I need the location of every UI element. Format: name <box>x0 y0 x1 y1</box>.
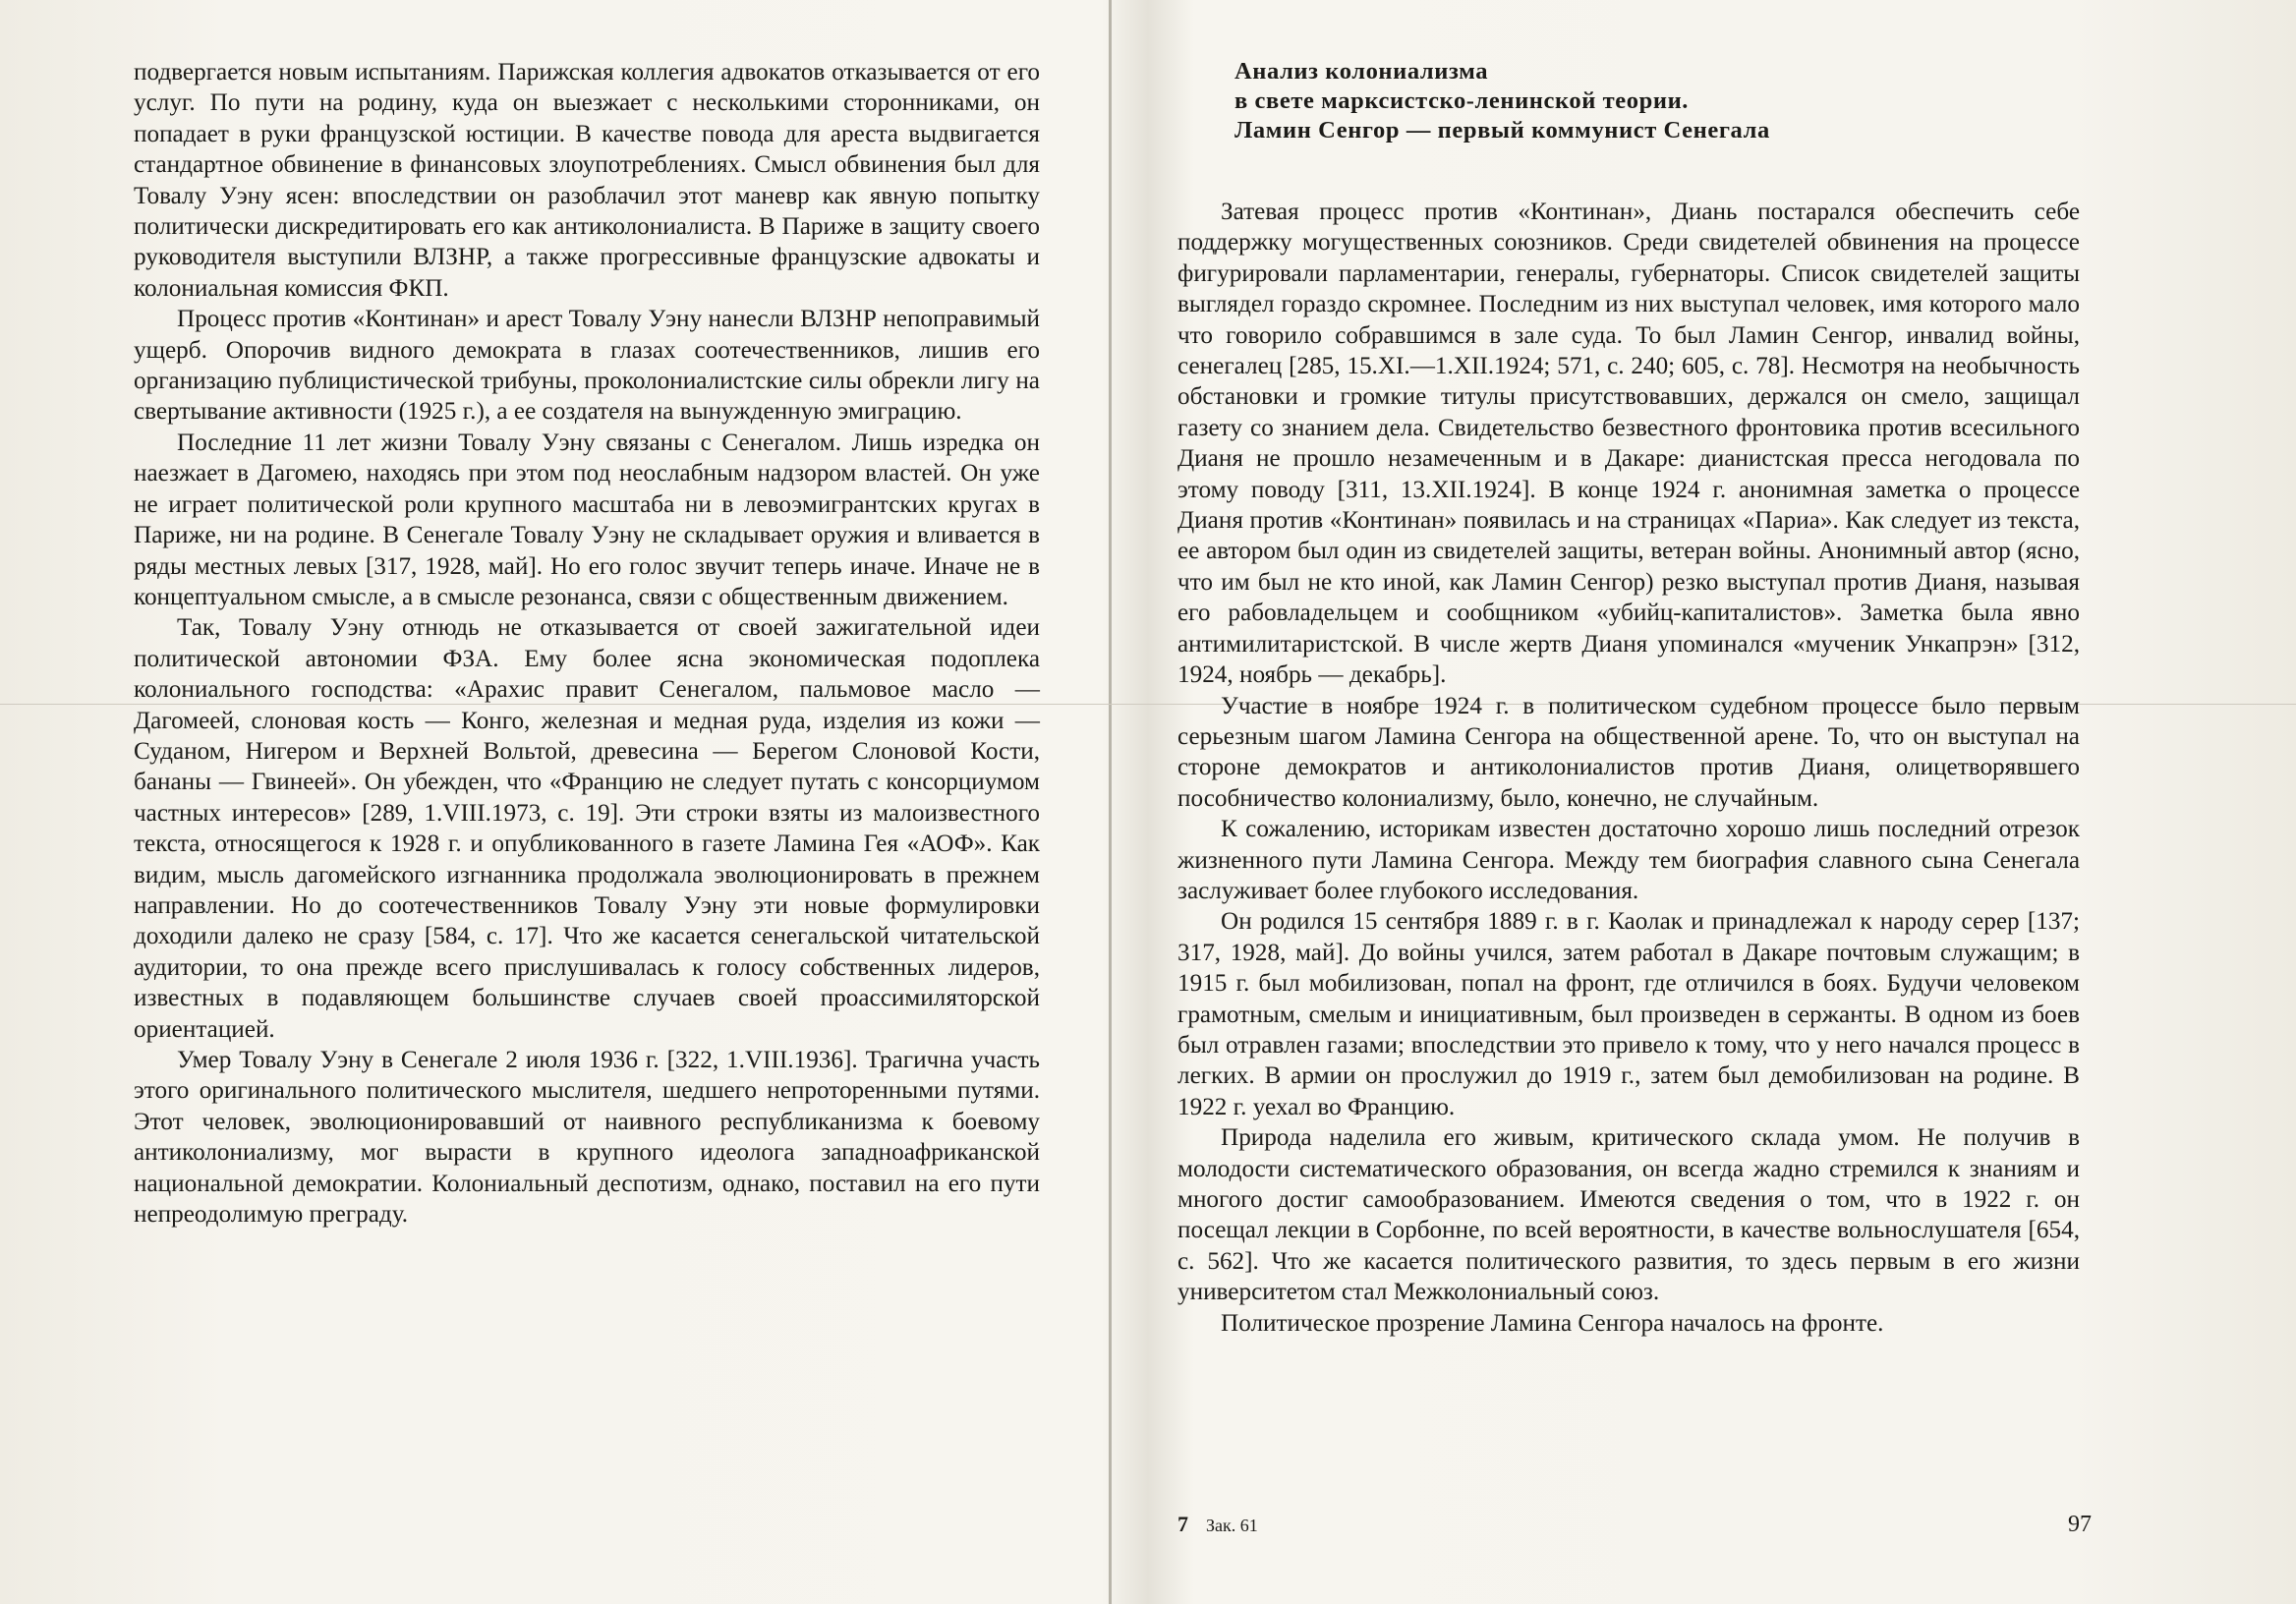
left-paragraph-4: Так, Товалу Уэну отнюдь не отказывается от своей зажигательной идеи политической автономии ФЗА. Ему более ясна экономическая подоплека колониального господства: «Арахис правит Сенегалом, пальмовое масло — Дагомеей, слоновая кость — Конго, железная и медная руда, изделия из кожи — Суданом, Нигером и Верхней Вольтой, древесина — Берегом Слоновой Кости, бананы — Гвинеей». Он убежден, что «Францию не следует путать с консорциумом частных интересов» [289, 1.VIII.1973, с. 19]. Эти строки взяты из малоизвестного текста, относящегося к 1928 г. и опубликованного в газете Ламина Гея «АОФ». Как видим, мысль дагомейского изгнанника продолжала эволюционировать в прежнем направлении. Но до соотечественников Товалу Уэну эти новые формулировки доходили далеко не сразу [584, с. 17]. Что же касается сенегальской читательской аудитории, то она прежде всего прислушивалась к голосу собственных лидеров, известных в подавляющем большинстве случаев своей проассимиляторской ориентацией. <box>134 614 1040 1043</box>
right-paragraph-2: Участие в ноябре 1924 г. в политическом судебном процессе было первым серьезным шагом Ламина Сенгора на общественной арене. То, что он выступал на стороне демократов и антиколониалистов против Дианя, олицетворявшего пособничество колониализму, было, конечно, не случайным. <box>1177 692 2080 812</box>
left-paragraph-3: Последние 11 лет жизни Товалу Уэну связаны с Сенегалом. Лишь изредка он наезжает в Дагомею, находясь при этом под неослабным надзором властей. Он уже не играет политической роли крупного масштаба ни в левоэмигрантских кругах в Париже, ни на родине. В Сенегале Товалу Уэну не складывает оружия и вливается в ряды местных левых [317, 1928, май]. Но его голос звучит теперь иначе. Иначе не в концептуальном смысле, а в смысле резонанса, связи с общественным движением. <box>134 429 1040 610</box>
right-paragraph-5: Природа наделила его живым, критического склада умом. Не получив в молодости систематического образования, он всегда жадно стремился к знаниям и многого достиг самообразованием. Имеются сведения о том, что в 1922 г. он посещал лекции в Сорбонне, по всей вероятности, в качестве вольнослушателя [654, с. 562]. Что же касается политического развития, то здесь первым в его жизни университетом стал Межколониальный союз. <box>1177 1124 2080 1306</box>
left-paragraph-2: Процесс против «Континан» и арест Товалу Уэну нанесли ВЛЗНР непоправимый ущерб. Опорочив видного демократа в глазах соотечественников, лишив его организацию публицистической трибуны, проколониалистские силы обрекли лигу на свертывание активности (1925 г.), а ее создателя на вынужденную эмиграцию. <box>134 306 1040 426</box>
right-paragraph-4: Он родился 15 сентября 1889 г. в г. Каолак и принадлежал к народу серер [137; 317, 1928, май]. До войны учился, затем работал в Дакаре почтовым служащим; в 1915 г. был мобилизован, попал на фронт, где отличился в боях. Будучи человеком грамотным, смелым и инициативным, был произведен в сержанты. В одном из боев был отравлен газами; впоследствии это привело к тому, что у него начался процесс в легких. В армии он прослужил до 1919 г., затем был демобилизован на родине. В 1922 г. уехал во Францию. <box>1177 908 2080 1120</box>
right-paragraph-6: Политическое прозрение Ламина Сенгора началось на фронте. <box>1221 1309 1884 1337</box>
heading-line-1: Анализ колониализма <box>1234 58 1489 85</box>
printer-signature <box>1177 1512 1258 1538</box>
page-number: 97 <box>2068 1512 2092 1537</box>
section-heading <box>1234 57 2080 145</box>
right-paragraph-1: Затевая процесс против «Континан», Диань постарался обеспечить себе поддержку могущественных союзников. Среди свидетелей обвинения на процессе фигурировали парламентарии, генералы, губернаторы. Список свидетелей защиты выглядел гораздо скромнее. Последним из них выступал человек, имя которого мало что говорило собравшимся в зале суда. То был Ламин Сенгор, инвалид войны, сенегалец [285, 15.XI.—1.XII.1924; 571, с. 240; 605, с. 78]. Несмотря на необычность обстановки и громкие титулы присутствовавших, держался он смело, защищал газету со знанием дела. Свидетельство безвестного фронтовика против всесильного Дианя не прошло незамеченным и в Дакаре: дианистская пресса негодовала по этому поводу [311, 13.XII.1924]. В конце 1924 г. анонимная заметка о процессе Дианя против «Континан» появилась и на страницах «Париа». Как следует из текста, ее автором был один из свидетелей защиты, ветеран войны. Анонимный автор (ясно, что им был не кто иной, как Ламин Сенгор) резко выступал против Дианя, называя его рабовладельцем и сообщником «убийц-капиталистов». Заметка была явно антимилитаристской. В числе жертв Дианя упоминался «мученик Ункапрэн» [312, 1924, ноябрь — декабрь]. <box>1177 199 2080 689</box>
heading-line-3: Ламин Сенгор — первый коммунист Сенегала <box>1234 117 1770 143</box>
left-page <box>134 57 1040 1230</box>
signature-number: 7 <box>1177 1512 1188 1536</box>
heading-line-2: в свете марксистско-ленинской теории. <box>1234 87 1690 114</box>
book-gutter <box>1109 0 1112 1604</box>
left-paragraph-1: подвергается новым испытаниям. Парижская коллегия адвокатов отказывается от его услуг. По пути на родину, куда он выезжает с несколькими сторонниками, он попадает в руки французской юстиции. В качестве повода для ареста выдвигается стандартное обвинение в финансовых злоупотреблениях. Смысл обвинения был для Товалу Уэну ясен: впоследствии он разоблачил этот маневр как явную попытку политически дискредитировать его как антиколониалиста. В Париже в защиту своего руководителя выступили ВЛЗНР, а также прогрессивные французские адвокаты и колониальная комиссия ФКП. <box>134 59 1040 302</box>
left-paragraph-5: Умер Товалу Уэну в Сенегале 2 июля 1936 г. [322, 1.VIII.1936]. Трагична участь этого оригинального политического мыслителя, шедшего непроторенными путями. Этот человек, эволюционировавший от наивного республиканизма к боевому антиколониализму, мог вырасти в крупного идеолога западноафриканской национальной демократии. Колониальный деспотизм, однако, поставил на его пути непреодолимую преграду. <box>134 1047 1040 1229</box>
right-paragraph-3: К сожалению, историкам известен достаточно хорошо лишь последний отрезок жизненного пути Ламина Сенгора. Между тем биография славного сына Сенегала заслуживает более глубокого исследования. <box>1177 816 2080 904</box>
signature-order: Зак. 61 <box>1206 1516 1258 1535</box>
right-page <box>1177 57 2080 1339</box>
